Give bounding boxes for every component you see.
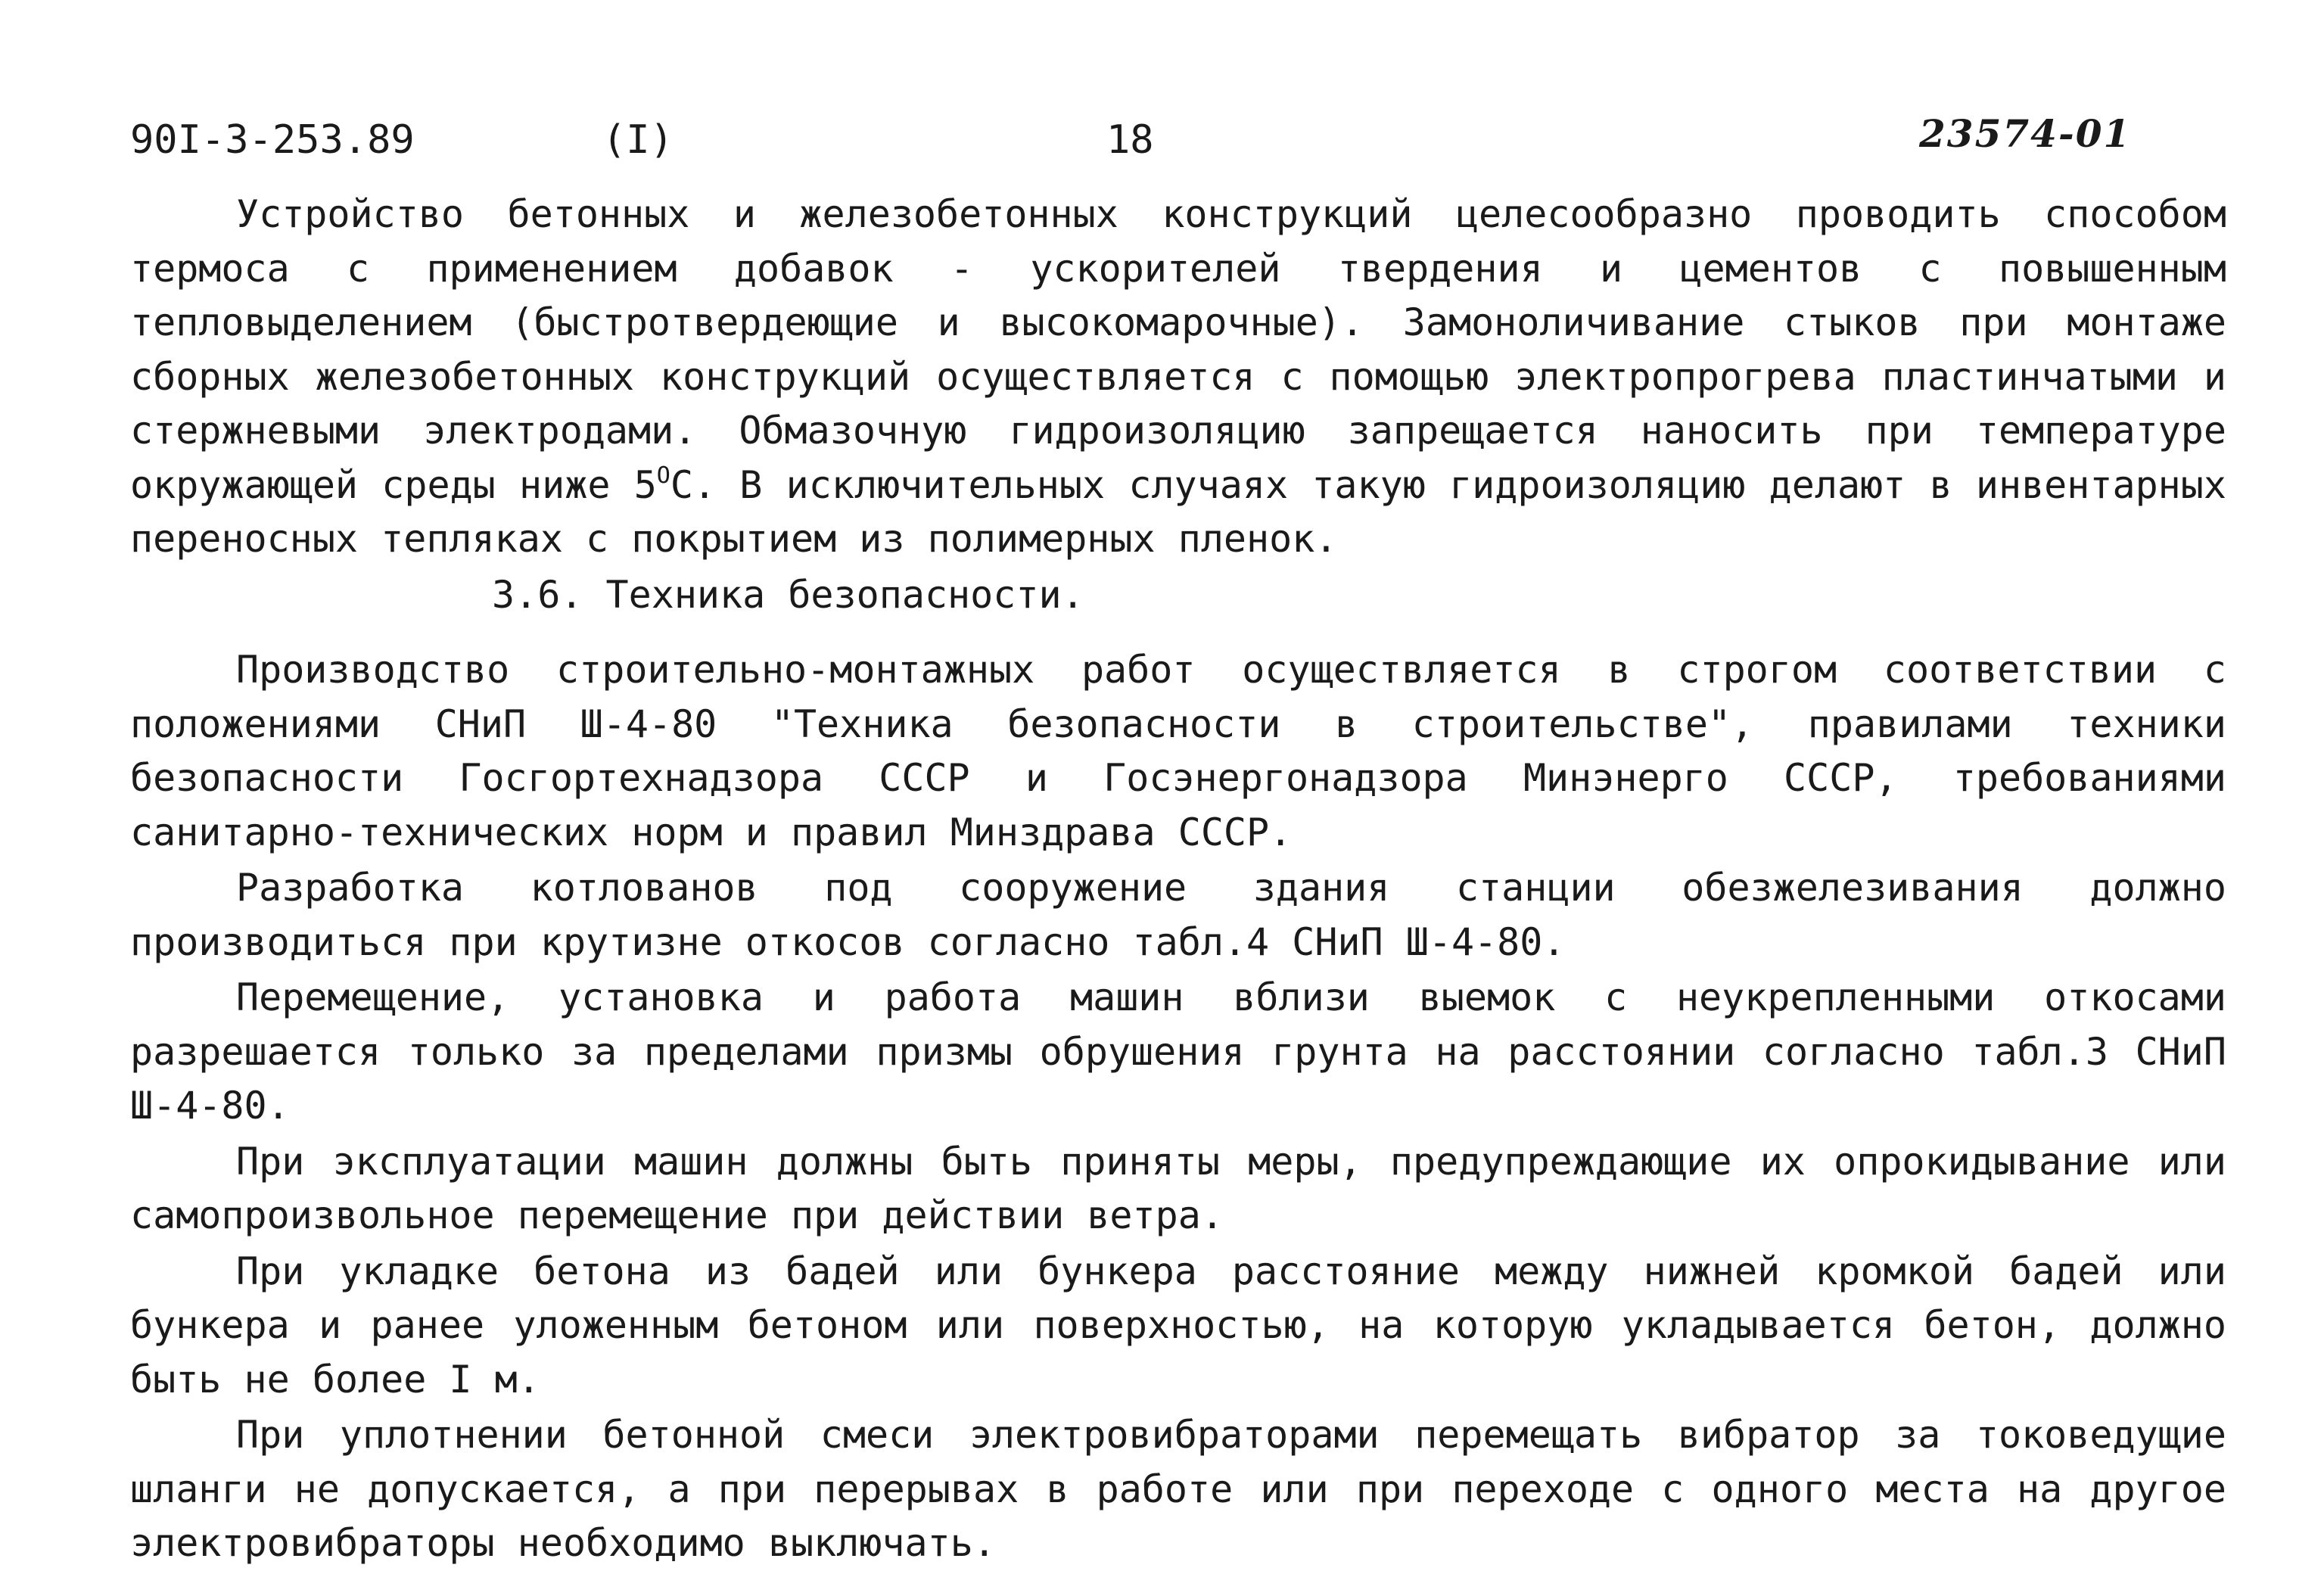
page-header (0, 106, 2324, 174)
paragraph-safety-2: Разработка котлованов под сооружение здания станции обезжелезивания должно производиться при крутизне откосов согласно табл.4 СНиП Ш-4-80. (130, 866, 2226, 964)
paragraph-concrete-works (130, 188, 2226, 567)
page-number: 18 (1106, 117, 1154, 163)
archive-number: 23574-01 (1919, 111, 2132, 156)
paragraph-safety-3: Перемещение, установка и работа машин вблизи выемок с неукрепленными откосами разрешается только за пределами призмы обрушения грунта на расстоянии согласно табл.3 СНиП Ш-4-80. (130, 975, 2226, 1128)
paragraph-text-part-1: Устройство бетонных и железобетонных конструкций целесообразно проводить способом термоса с применением добавок - ускорителей твердения и цементов с повышенным тепловыделением (быстротвердеющие и высокомарочные). Замоноличивание стыков при монтаже сборных железобетонных конструкций осуществляется с помощью электропрогрева пластинчатыми и стержневыми электродами. Обмазочную гидроизоляцию запрещается наносить при температуре окружающей среды ниже 5 (130, 192, 2226, 507)
paragraph-safety-6: При уплотнении бетонной смеси электровибраторами перемещать вибратор за токоведущие шланги не допускается, а при перерывах в работе или при переходе с одного места на другое электровибраторы необходимо выключать. (130, 1413, 2226, 1565)
document-body (130, 188, 2226, 1571)
paragraph-safety-5: При укладке бетона из бадей или бункера расстояние между нижней кромкой бадей или бункера и ранее уложенным бетоном или поверхностью, на которую укладывается бетон, должно быть не более I м. (130, 1249, 2226, 1401)
document-code: 90I-3-253.89 (130, 117, 415, 163)
paragraph-safety-4: При эксплуатации машин должны быть приняты меры, предупреждающие их опрокидывание или самопроизвольное перемещение при действии ветра. (130, 1139, 2226, 1237)
part-number: (I) (602, 117, 674, 163)
paragraph-safety-1: Производство строительно-монтажных работ осуществляется в строгом соответствии с положениями СНиП Ш-4-80 "Техника безопасности в строительстве", правилами техники безопасности Госгортехнадзора СССР и Госэнергонадзора Минэнерго СССР, требованиями санитарно-технических норм и правил Минздрава СССР. (130, 648, 2226, 854)
paragraph-text-part-2: С. В исключительных случаях такую гидроизоляцию делают в инвентарных переносных тепляках с покрытием из полимерных пленок. (130, 462, 2226, 561)
section-title: 3.6. Техника безопасности. (492, 572, 1084, 617)
degree-superscript: О (656, 462, 670, 489)
